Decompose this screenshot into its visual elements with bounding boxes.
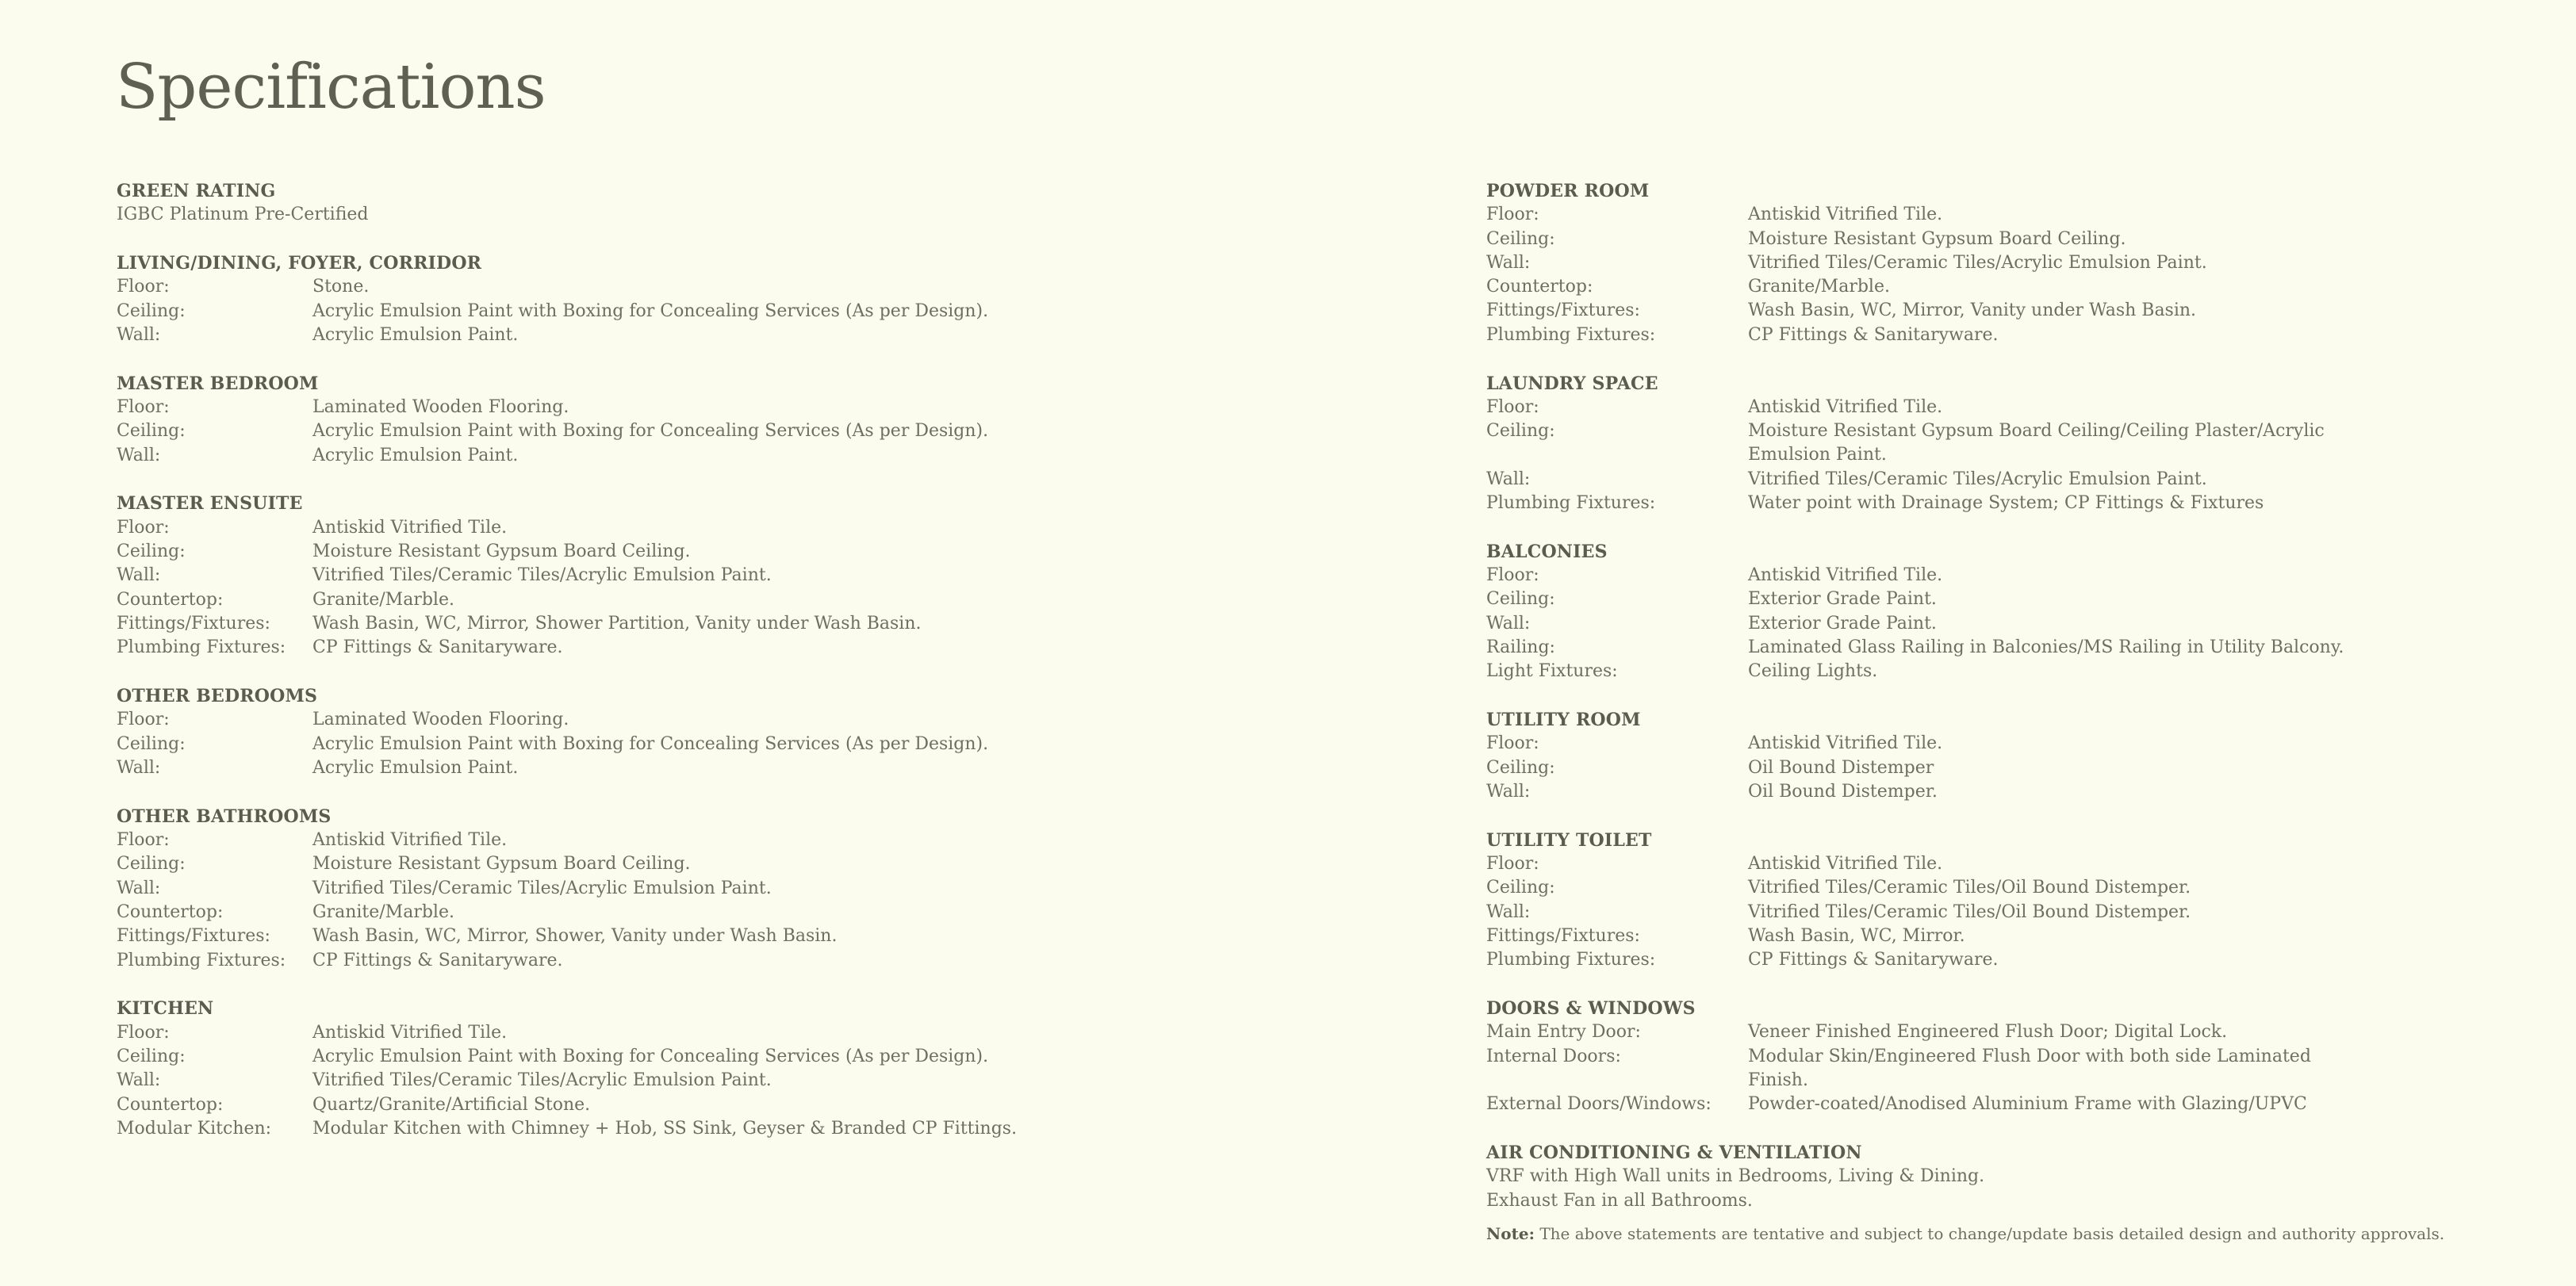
- spec-row: [117, 901, 1106, 924]
- spec-section-master-bedroom: [117, 372, 1106, 468]
- spec-section-other-bedrooms: [117, 684, 1106, 780]
- right-spec-column: [1486, 179, 2359, 1237]
- section-heading: UTILITY ROOM: [1486, 710, 1641, 731]
- spec-value: CP Fittings & Sanitaryware.: [312, 637, 563, 658]
- spec-value: Laminated Wooden Flooring.: [312, 710, 569, 730]
- spec-value: Granite/Marble.: [312, 901, 454, 922]
- spec-row: [1486, 1020, 2359, 1044]
- spec-row: [117, 852, 1106, 876]
- spec-value: CP Fittings & Sanitaryware.: [1748, 950, 1999, 970]
- spec-label: Ceiling:: [117, 421, 186, 442]
- spec-value: Antiskid Vitrified Tile.: [1748, 205, 1943, 225]
- spec-value: Acrylic Emulsion Paint with Boxing for Concealing Services (As per Design).: [312, 300, 989, 321]
- spec-row: [117, 829, 1106, 852]
- spec-section-kitchen: [117, 997, 1106, 1141]
- spec-row: [1486, 1045, 2359, 1093]
- spec-value: Wash Basin, WC, Mirror, Shower Partition, Vanity under Wash Basin.: [312, 613, 922, 633]
- spec-label: Plumbing Fixtures:: [1486, 493, 1656, 514]
- spec-row: [117, 300, 1106, 323]
- spec-value: Exterior Grade Paint.: [1748, 613, 1937, 633]
- spec-label: Modular Kitchen:: [117, 1118, 272, 1139]
- spec-label: Floor:: [117, 830, 170, 851]
- spec-value: Acrylic Emulsion Paint.: [312, 445, 519, 465]
- spec-value: Laminated Wooden Flooring.: [312, 397, 569, 418]
- spec-label: Wall:: [117, 757, 161, 778]
- note-text: The above statements are tentative and subject to change/update basis detailed design and authority approvals.: [1534, 1224, 2445, 1243]
- spec-row: [1486, 901, 2359, 924]
- spec-label: Main Entry Door:: [1486, 1022, 1641, 1043]
- section-heading: UTILITY TOILET: [1486, 829, 1652, 851]
- spec-label: Floor:: [1486, 396, 1539, 417]
- section-heading: BALCONIES: [1486, 541, 1608, 562]
- spec-row: [1486, 636, 2359, 660]
- spec-line: Exhaust Fan in all Bathrooms.: [1486, 1190, 1753, 1211]
- spec-row: [117, 877, 1106, 901]
- spec-row: [1486, 660, 2359, 683]
- section-heading: MASTER BEDROOM: [117, 373, 319, 394]
- section-heading: LIVING/DINING, FOYER, CORRIDOR: [117, 253, 482, 274]
- spec-row: [1486, 203, 2359, 227]
- spec-value: Modular Kitchen with Chimney + Hob, SS Sink, Geyser & Branded CP Fittings.: [312, 1118, 1018, 1139]
- spec-label: Wall:: [117, 324, 161, 345]
- spec-label: Floor:: [1486, 854, 1539, 875]
- spec-value: Vitrified Tiles/Ceramic Tiles/Acrylic Emulsion Paint.: [1748, 469, 2207, 489]
- spec-value: Acrylic Emulsion Paint.: [312, 324, 519, 345]
- spec-label: Plumbing Fixtures:: [1486, 950, 1656, 970]
- spec-row: [117, 1045, 1106, 1069]
- spec-value: Antiskid Vitrified Tile.: [1748, 733, 1943, 754]
- spec-row: [117, 612, 1106, 636]
- spec-value: Stone.: [312, 277, 370, 297]
- spec-value: Antiskid Vitrified Tile.: [1748, 396, 1943, 417]
- disclaimer-note: [1486, 1223, 2444, 1245]
- spec-row: [1486, 876, 2359, 900]
- spec-label: Ceiling:: [117, 854, 186, 875]
- spec-value: Granite/Marble.: [1748, 277, 1890, 297]
- spec-value: Wash Basin, WC, Mirror, Vanity under Wash Basin.: [1748, 300, 2197, 321]
- spec-value: Acrylic Emulsion Paint with Boxing for Concealing Services (As per Design).: [312, 421, 989, 442]
- spec-row: [1486, 564, 2359, 588]
- spec-row: [117, 1069, 1106, 1093]
- spec-value: Antiskid Vitrified Tile.: [1748, 565, 1943, 586]
- spec-value: Ceiling Lights.: [1748, 661, 1878, 682]
- spec-row: [1486, 588, 2359, 611]
- spec-value: CP Fittings & Sanitaryware.: [312, 950, 563, 970]
- spec-label: Countertop:: [117, 589, 224, 610]
- spec-value: Wash Basin, WC, Mirror, Shower, Vanity under Wash Basin.: [312, 926, 838, 947]
- spec-section-master-ensuite: [117, 492, 1106, 660]
- spec-label: Wall:: [117, 445, 161, 465]
- spec-value: Modular Skin/Engineered Flush Door with both side Laminated Finish.: [1748, 1046, 2311, 1090]
- spec-label: Wall:: [1486, 901, 1531, 922]
- spec-value: Antiskid Vitrified Tile.: [312, 1022, 508, 1043]
- spec-row: [1486, 299, 2359, 323]
- spec-label: Wall:: [1486, 469, 1531, 489]
- section-heading: POWDER ROOM: [1486, 181, 1650, 201]
- spec-row: [1486, 323, 2359, 347]
- spec-label: Floor:: [1486, 733, 1539, 754]
- spec-row: [1486, 612, 2359, 636]
- spec-value: Antiskid Vitrified Tile.: [312, 517, 508, 538]
- left-spec-column: [117, 179, 1106, 1165]
- spec-label: Ceiling:: [117, 300, 186, 321]
- spec-label: Internal Doors:: [1486, 1046, 1621, 1066]
- spec-value: CP Fittings & Sanitaryware.: [1748, 324, 1999, 345]
- spec-value: Vitrified Tiles/Ceramic Tiles/Acrylic Emulsion Paint.: [312, 565, 772, 586]
- spec-label: Floor:: [1486, 565, 1539, 586]
- spec-section-utility-room: [1486, 708, 2359, 804]
- spec-label: Ceiling:: [1486, 421, 1555, 442]
- section-heading: DOORS & WINDOWS: [1486, 998, 1696, 1020]
- spec-row: [1486, 756, 2359, 780]
- spec-row: [1486, 780, 2359, 804]
- spec-value: Antiskid Vitrified Tile.: [312, 830, 508, 851]
- spec-row: [1486, 732, 2359, 756]
- spec-value: Vitrified Tiles/Ceramic Tiles/Acrylic Emulsion Paint.: [1748, 252, 2207, 273]
- spec-label: Plumbing Fixtures:: [117, 637, 286, 658]
- spec-row: [117, 1021, 1106, 1045]
- spec-label: Wall:: [1486, 252, 1531, 273]
- spec-value: Wash Basin, WC, Mirror.: [1748, 926, 1965, 947]
- spec-row: [1486, 419, 2359, 468]
- spec-value: Veneer Finished Engineered Flush Door; Digital Lock.: [1748, 1022, 2228, 1043]
- spec-row: [117, 540, 1106, 564]
- spec-row: [117, 1093, 1106, 1117]
- note-label: Note:: [1486, 1224, 1535, 1243]
- section-heading: OTHER BATHROOMS: [117, 806, 332, 827]
- spec-section-other-bathrooms: [117, 805, 1106, 973]
- spec-label: Wall:: [117, 1070, 161, 1091]
- spec-label: Plumbing Fixtures:: [1486, 324, 1656, 345]
- spec-row: [117, 564, 1106, 588]
- spec-label: Ceiling:: [1486, 589, 1555, 610]
- spec-value: Moisture Resistant Gypsum Board Ceiling.: [312, 854, 691, 875]
- spec-section-utility-toilet: [1486, 829, 2359, 973]
- section-heading: OTHER BEDROOMS: [117, 686, 318, 707]
- spec-label: Fittings/Fixtures:: [117, 926, 270, 947]
- spec-row: [117, 275, 1106, 299]
- spec-row: [1486, 228, 2359, 251]
- section-heading: MASTER ENSUITE: [117, 493, 303, 515]
- spec-section-powder-room: [1486, 179, 2359, 347]
- spec-section-living-dining-foyer-corridor: [117, 251, 1106, 347]
- spec-line: VRF with High Wall units in Bedrooms, Living & Dining.: [1486, 1166, 1985, 1187]
- spec-label: Countertop:: [1486, 277, 1593, 297]
- spec-label: Plumbing Fixtures:: [117, 950, 286, 970]
- spec-section-green-rating: [117, 179, 1106, 228]
- spec-row: [117, 444, 1106, 468]
- spec-row: [1486, 1093, 2359, 1116]
- spec-value: Water point with Drainage System; CP Fittings & Fixtures: [1748, 493, 2264, 514]
- spec-row: [117, 756, 1106, 780]
- spec-label: Ceiling:: [1486, 878, 1555, 898]
- spec-section-laundry-space: [1486, 372, 2359, 516]
- spec-label: Ceiling:: [1486, 757, 1555, 778]
- spec-row: [117, 323, 1106, 347]
- spec-value: Acrylic Emulsion Paint with Boxing for Concealing Services (As per Design).: [312, 1046, 989, 1066]
- spec-label: Floor:: [1486, 205, 1539, 225]
- spec-label: Ceiling:: [117, 1046, 186, 1066]
- spec-label: Floor:: [117, 517, 170, 538]
- spec-row: [1486, 468, 2359, 492]
- spec-row: [117, 419, 1106, 443]
- spec-row: [1486, 924, 2359, 948]
- spec-row: [117, 924, 1106, 948]
- spec-label: Fittings/Fixtures:: [117, 613, 270, 633]
- spec-row: [1486, 492, 2359, 515]
- spec-value: Powder-coated/Anodised Aluminium Frame with Glazing/UPVC: [1748, 1094, 2307, 1115]
- spec-row: [117, 949, 1106, 973]
- spec-value: Acrylic Emulsion Paint with Boxing for Concealing Services (As per Design).: [312, 733, 989, 754]
- spec-row: [117, 588, 1106, 612]
- section-heading: GREEN RATING: [117, 181, 276, 201]
- spec-row: [117, 708, 1106, 732]
- spec-row: [117, 516, 1106, 540]
- spec-label: Wall:: [117, 565, 161, 586]
- spec-label: Countertop:: [117, 1094, 224, 1115]
- spec-row: [1486, 396, 2359, 419]
- spec-row: [1486, 852, 2359, 876]
- spec-label: Railing:: [1486, 637, 1555, 658]
- spec-row: [117, 733, 1106, 756]
- spec-label: Wall:: [1486, 613, 1531, 633]
- spec-value: Quartz/Granite/Artificial Stone.: [312, 1094, 591, 1115]
- spec-value: Moisture Resistant Gypsum Board Ceiling.: [312, 542, 691, 562]
- section-heading: LAUNDRY SPACE: [1486, 373, 1658, 394]
- spec-value: Antiskid Vitrified Tile.: [1748, 854, 1943, 875]
- spec-value: Granite/Marble.: [312, 589, 454, 610]
- spec-label: Ceiling:: [1486, 228, 1555, 249]
- spec-value: Exterior Grade Paint.: [1748, 589, 1937, 610]
- spec-section-doors-and-windows: [1486, 997, 2359, 1116]
- spec-value: Laminated Glass Railing in Balconies/MS Railing in Utility Balcony.: [1748, 637, 2344, 658]
- spec-label: Floor:: [117, 710, 170, 730]
- page-title: Specifications: [116, 52, 546, 123]
- section-heading: AIR CONDITIONING & VENTILATION: [1486, 1142, 1862, 1164]
- spec-label: Wall:: [1486, 782, 1531, 802]
- spec-label: Light Fixtures:: [1486, 661, 1618, 682]
- spec-label: Ceiling:: [117, 542, 186, 562]
- spec-label: Fittings/Fixtures:: [1486, 926, 1640, 947]
- spec-value: Vitrified Tiles/Ceramic Tiles/Acrylic Emulsion Paint.: [312, 878, 772, 898]
- spec-row: [1486, 275, 2359, 299]
- spec-row: [117, 636, 1106, 660]
- spec-value: Vitrified Tiles/Ceramic Tiles/Oil Bound Distemper.: [1748, 901, 2191, 922]
- spec-label: Ceiling:: [117, 733, 186, 754]
- spec-label: Wall:: [117, 878, 161, 898]
- spec-value: Oil Bound Distemper: [1748, 757, 1934, 778]
- spec-value: Moisture Resistant Gypsum Board Ceiling.: [1748, 228, 2126, 249]
- spec-line: IGBC Platinum Pre-Certified: [117, 205, 369, 225]
- spec-value: Oil Bound Distemper.: [1748, 782, 1938, 802]
- spec-value: Vitrified Tiles/Ceramic Tiles/Oil Bound Distemper.: [1748, 878, 2191, 898]
- spec-label: External Doors/Windows:: [1486, 1094, 1712, 1115]
- spec-value: Moisture Resistant Gypsum Board Ceiling/Ceiling Plaster/Acrylic Emulsion Paint.: [1748, 421, 2325, 465]
- spec-label: Fittings/Fixtures:: [1486, 300, 1640, 321]
- section-heading: KITCHEN: [117, 998, 214, 1020]
- spec-label: Countertop:: [117, 901, 224, 922]
- spec-row: [117, 1117, 1106, 1141]
- spec-row: [1486, 251, 2359, 275]
- spec-section-balconies: [1486, 540, 2359, 684]
- spec-row: [117, 396, 1106, 419]
- spec-value: Vitrified Tiles/Ceramic Tiles/Acrylic Emulsion Paint.: [312, 1070, 772, 1091]
- spec-value: Acrylic Emulsion Paint.: [312, 757, 519, 778]
- spec-row: [1486, 948, 2359, 972]
- spec-section-air-conditioning-and-ventilation: [1486, 1141, 2359, 1213]
- spec-label: Floor:: [117, 1022, 170, 1043]
- spec-label: Floor:: [117, 277, 170, 297]
- spec-label: Floor:: [117, 397, 170, 418]
